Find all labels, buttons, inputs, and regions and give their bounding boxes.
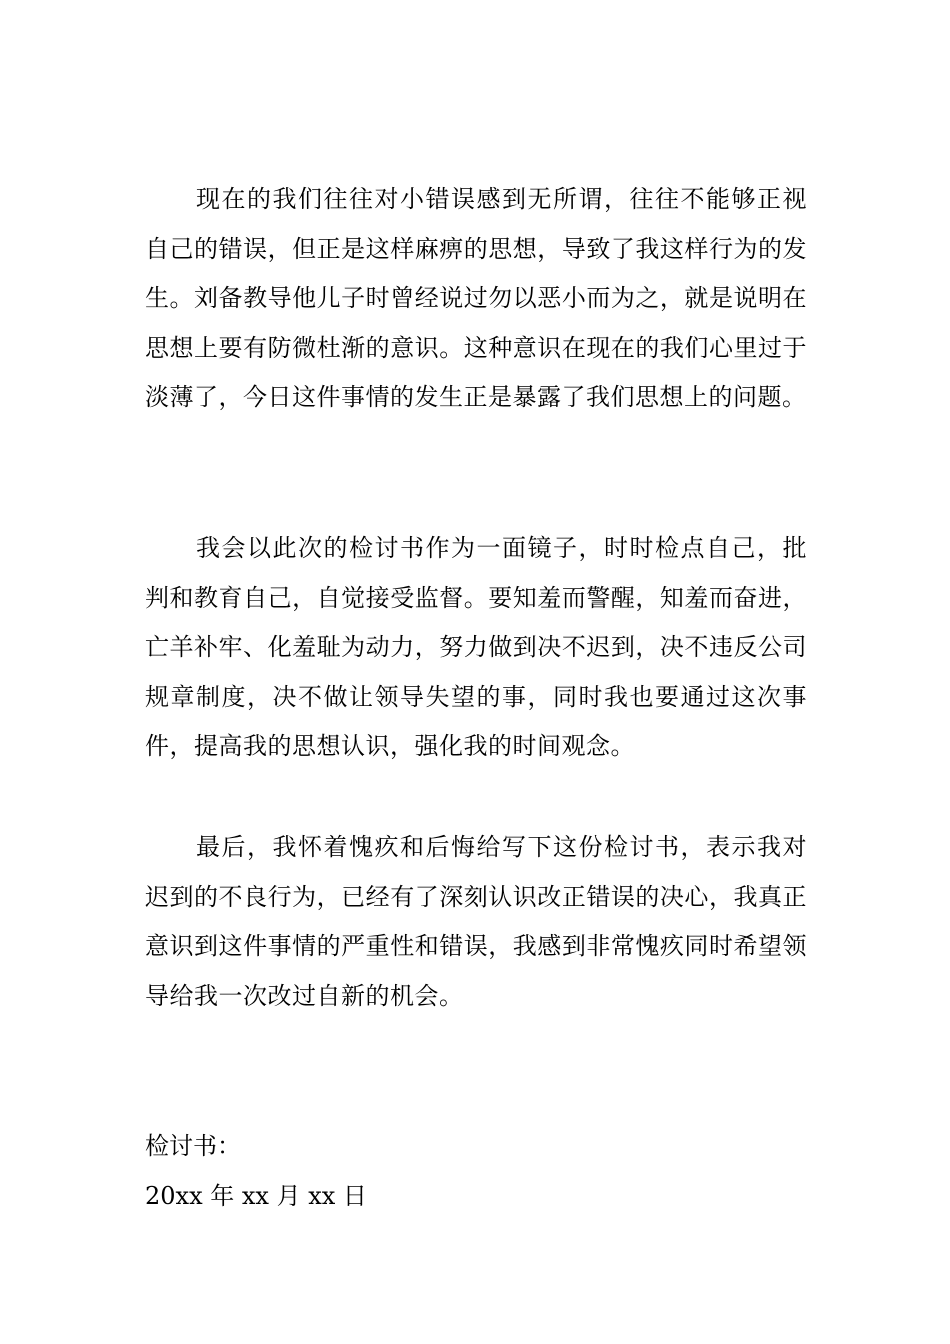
document-page [145, 0, 807, 1344]
signature-date: 20xx 年 xx 月 xx 日 [145, 1182, 367, 1210]
paragraph-conclusion: 最后，我怀着愧疚和后悔给写下这份检讨书，表示我对迟到的不良行为，已经有了深刻认识改正错误的决心，我真正意识到这件事情的严重性和错误，我感到非常愧疚同时希望领导给我一次改过自新的机会。 [145, 833, 807, 1010]
signature-title: 检讨书： [145, 1132, 241, 1160]
paragraph-commitment: 我会以此次的检讨书作为一面镜子，时时检点自己，批判和教育自己，自觉接受监督。要知羞而警醒，知羞而奋进，亡羊补牢、化羞耻为动力，努力做到决不迟到，决不违反公司规章制度，决不做让领导失望的事，同时我也要通过这次事件，提高我的思想认识，强化我的时间观念。 [145, 534, 807, 760]
paragraph-reflection: 现在的我们往往对小错误感到无所谓，往往不能够正视自己的错误，但正是这样麻痹的思想，导致了我这样行为的发生。刘备教导他儿子时曾经说过勿以恶小而为之，就是说明在思想上要有防微杜渐的意识。这种意识在现在的我们心里过于淡薄了，今日这件事情的发生正是暴露了我们思想上的问题。 [145, 185, 807, 411]
